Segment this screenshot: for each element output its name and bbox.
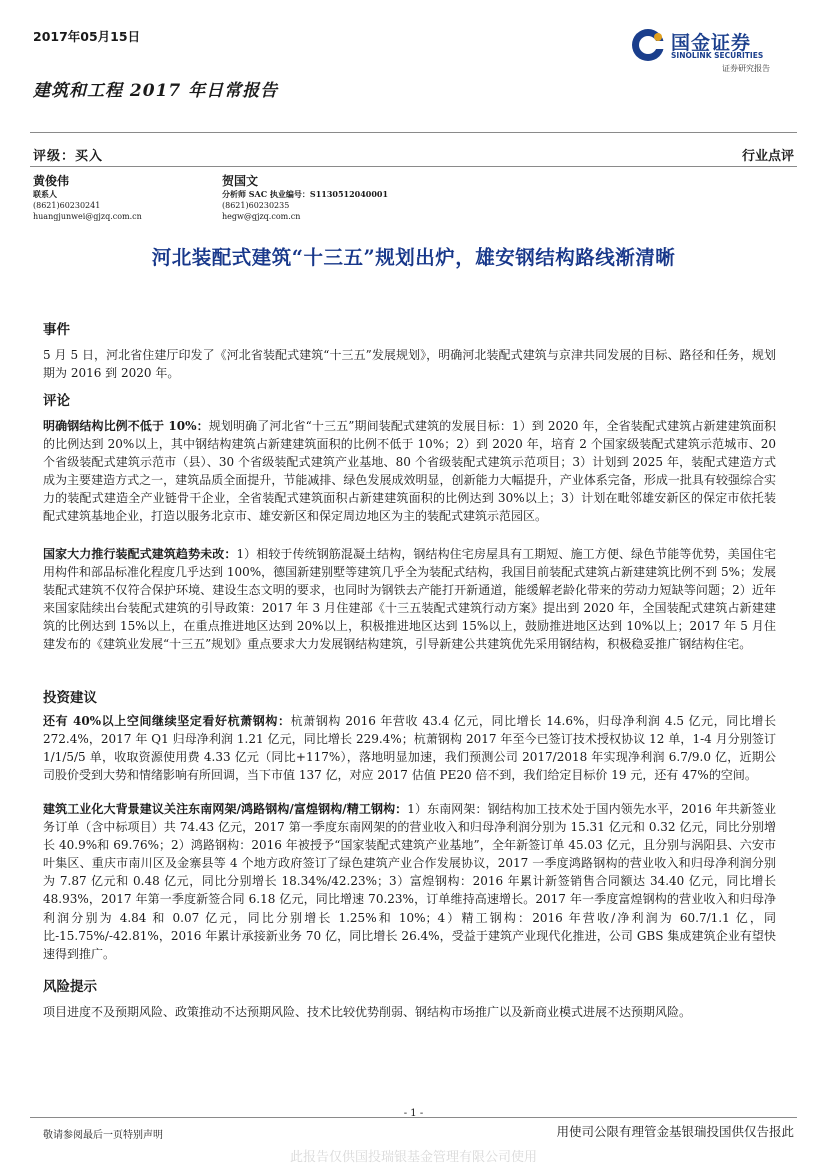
logo-text-cn: 国金证券 [671,32,752,54]
author-phone: (8621)60230241 [33,201,101,210]
event-paragraph: 5 月 5 日，河北省住建厅印发了《河北省装配式建筑“十三五”发展规划》，明确河北装配式建筑与京津共同发展的目标、路径和任务，规划期为 2016 到 2020 年。 [43,348,776,381]
section-title-comment: 评论 [43,393,70,409]
paragraph-lead: 明确钢结构比例不低于 10%： [43,419,209,433]
sinolink-logo [631,26,801,76]
section-title-investment: 投资建议 [43,690,97,706]
paragraph-text: 1）东南网架：钢结构加工技术处于国内领先水平，2016 年共新签业务订单（含中标项目）共 74.43 亿元，2017 第一季度东南网架的的营业收入和归母净利润分别为 15.31 亿元和 0.32 亿元，同比分别增长 40.9%和 69.76%；2）鸿路钢构：2016 年被授予“国家装配式建筑产业基地”，全年新签订单 45.03 亿元，且分别与涡阳县、六安市叶集区、重庆市南川区及金寨县等 4 个地方政府签订了绿色建筑产业合作发展协议，2017 一季度鸿路钢构的营业收入和归母净利润分别为 7.87 亿元和 0.48 亿元，同比分别增长 18.34%/42.23%；3）富煌钢构：2016 年累计新签销售合同额达 34.40 亿元，同比增长 48.93%，2017 年第一季度新签合同 6.18 亿元，同比增速 70.23%，订单维持高速增长。2017 年一季度富煌钢构的营业收入和归母净利润分别为 4.84 和 0.07 亿元，同比分别增长 1.25%和 10%；4）精工钢构：2016 年营收/净利润为 60.7/1.1 亿，同比-15.75%/-42.81%，2016 年累计承接新业务 70 亿，同比增长 26.4%，受益于建筑产业现代化推进，公司 GBS 集成建筑企业有望快速得到推广。 [43,802,776,961]
risk-paragraph: 项目进度不及预期风险、政策推动不达预期风险、技术比较优势削弱、钢结构市场推广以及新商业模式进展不达预期风险。 [43,1005,692,1019]
paragraph-text: 杭萧钢构 2016 年营收 43.4 亿元，同比增长 14.6%，归母净利润 4.5 亿元，同比增长 272.4%，2017 年 Q1 归母净利润 1.21 亿元，同比增长 229.4%；杭萧钢构 2017 年至今已签订技术授权协议 12 单，1-4 月分别签订 1/1/5/5 单，收取资源使用费 4.33 亿元（同比+117%），落地明显加速，我们预测公司 2017/2018 年实现净利润 6.7/9.0 亿，近期公司股价受到大势和情绪影响有所回调，当下市值 137 亿，对应 2017 估值 PE20 倍不到，我们给定目标价 19 元，还有 47%的空间。 [43,714,776,783]
author-email[interactable]: huangjunwei@gjzq.com.cn [33,212,142,221]
watermark: 此报告仅供国投瑞银基金管理有限公司使用 [289,1150,537,1165]
paragraph-lead: 国家大力推行装配式建筑趋势未改： [43,547,237,561]
author-role: 联系人 [33,189,57,199]
report-series-title: 建筑和工程 2017 年日常报告 [33,81,279,101]
paragraph-lead: 建筑工业化大背景建议关注东南网架/鸿路钢构/富煌钢构/精工钢构： [43,802,408,816]
logo-text-en: SINOLINK SECURITIES [671,51,764,60]
rating-divider [30,166,797,167]
author-email[interactable]: hegw@gjzq.com.cn [222,212,301,221]
investment-paragraph-2 [43,800,776,963]
usage-note: 用使司公限有理管金基银瑞投国供仅告报此 [556,1124,794,1139]
report-category: 行业点评 [741,149,794,164]
author-name: 黄俊伟 [33,174,70,188]
rating-label: 评级：买入 [33,149,104,164]
author-role: 分析师 SAC 执业编号：S1130512040001 [222,189,389,199]
author-name: 贺国文 [222,174,259,188]
sinolink-logo-icon [631,28,665,62]
investment-paragraph-1 [43,712,776,784]
paragraph-lead: 还有 40%以上空间继续坚定看好杭萧钢构： [43,714,291,728]
logo-subtitle: 证券研究报告 [722,64,770,73]
author-card [222,172,388,222]
header-divider [30,132,797,133]
footer-divider [30,1117,797,1118]
comment-paragraph-2 [43,545,776,654]
disclaimer-note: 敬请参阅最后一页特别声明 [43,1130,163,1141]
paragraph-text: 规划明确了河北省“十三五”期间装配式建筑的发展目标：1）到 2020 年，全省装配式建筑占新建建筑面积的比例达到 20%以上，其中钢结构建筑占新建建筑面积的比例不低于 10%；2）到 2020 年，培育 2 个国家级装配式建筑示范城市、20 个省级装配式建筑示范市（县）、30 个省级装配式建筑产业基地、80 个省级装配式建筑示范项目；3）计划到 2025 年，装配式建造方式成为主要建造方式之一，建筑品质全面提升，节能减排、绿色发展成效明显，创新能力大幅提升，产业体系完备，形成一批具有较强综合实力的装配式建造全产业链骨干企业，全省装配式建筑面积占新建建筑面积的比例达到 30%以上；3）计划在毗邻雄安新区的保定市依托装配式建筑基地企业，打造以服务北京市、雄安新区和保定周边地区为主的装配式建筑示范园区。 [43,419,777,524]
section-title-event: 事件 [43,322,70,338]
section-title-risk: 风险提示 [43,979,97,995]
headline: 河北装配式建筑“十三五”规划出炉，雄安钢结构路线渐清晰 [151,246,676,269]
report-date: 2017年05月15日 [33,29,141,44]
paragraph-text: 1）相较于传统钢筋混凝土结构，钢结构住宅房屋具有工期短、施工方便、绿色节能等优势，美国住宅用构件和部品标准化程度几乎达到 100%，德国新建别墅等建筑几乎全为装配式结构，我国目前装配式建筑占新建建筑比例不到 5%；发展装配式建筑不仅符合保护环境、建设生态文明的要求，也同时为钢铁去产能打开新通道，能缓解老龄化带来的劳动力短缺等问题；2）近年来国家陆续出台装配式建筑的引导政策：2017 年 3 月住建部《十三五装配式建筑行动方案》提出到 2020 年，全国装配式建筑占新建建筑的比例达到 15%以上，在重点推进地区达到 20%以上，积极推进地区达到 15%以上，鼓励推进地区达到 10%以上；2017 年 5 月住建发布的《建筑业发展“十三五”规划》重点要求大力发展钢结构建筑，引导新建公共建筑优先采用钢结构，积极稳妥推广钢结构住宅。 [43,547,776,652]
author-phone: (8621)60230235 [222,201,290,210]
page-number: - 1 - [403,1108,424,1119]
comment-paragraph-1 [43,417,776,526]
author-card [33,172,142,222]
